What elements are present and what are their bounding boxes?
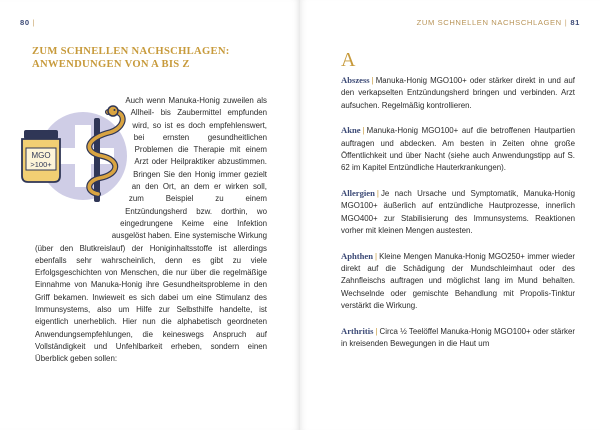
- head-separator: |: [32, 18, 36, 27]
- entry-text: Manuka-Honig MGO100+ oder stärker direkt in und auf den verkapselten Entzündungsherd bringen und verbinden. Arzt aufsuchen. Regelmäßig kontrollieren.: [341, 76, 575, 110]
- entry-term: Abszess: [341, 75, 370, 85]
- entry-arthritis: [341, 325, 575, 351]
- entry-term: Arthritis: [341, 325, 374, 336]
- intro-text: Auch wenn Manuka-Honig zuweilen als Allheil- bis Zaubermittel empfunden wird, so ist es doch empfehlenswert, bei ernsten gesundheitlichen Problemen die Therapie mit einem Arzt oder Heilpraktiker abzustimmen. Bringen Sie den Honig immer gezielt an den Ort, an dem er wirken soll, zum Beispiel zu einem Entzündungsherd bzw. dorthin, wo eingedrungene Keime eine Infektion ausgelöst haben. Eine systemische Wirkung (über den Blutkreislauf) der Honiginhaltsstoffe ist allerdings ebenfalls sehr wahrscheinlich, denn es gibt zu viele Erfolgsgeschichten von Menschen, die nur über die regelmäßige Einnahme von Manuka-Honig ihre Gesundheitsprobleme in den Griff bekamen. Inwieweit es sich dabei um eine Stimulanz des Immunsystems, also um Hilfe zur Selbsthilfe handelte, ist eigentlich unerheblich. Hier nun die alphabetisch geordneten Anwendungsempfehlungen, die keineswegs Anspruch auf Vollständigkeit und Unfehlbarkeit erheben, sondern einen Überblick geben sollen:: [35, 96, 267, 364]
- entry-list: [341, 74, 575, 363]
- term-separator: |: [376, 189, 379, 199]
- entry-akne: [341, 124, 575, 174]
- head-separator: |: [564, 18, 568, 27]
- term-separator: |: [371, 76, 374, 85]
- entry-text: Je nach Ursache und Symptomatik, Manuka-Honig MGO100+ äußerlich auf entzündliche Hautprozesse, innerlich MGO400+ zur Stabilisierung des Immunsystems. Reaktionen vorher mit kleinen Mengen austesten.: [341, 189, 575, 235]
- page-title: ZUM SCHNELLEN NACHSCHLAGEN: ANWENDUNGEN VON A BIS Z: [32, 46, 230, 70]
- right-page-number: 81: [570, 18, 580, 27]
- entry-aphthen: [341, 250, 575, 312]
- entry-text: Kleine Mengen Manuka-Honig MGO250+ immer wieder direkt auf die Schädigung der Mundschleimhaut oder des Zahnfleischs auftragen und möglichst lang im Mund behalten. Wechselnde oder gemischte Behandlung mit Propolis-Tinktur verstärkt die Wirkung.: [341, 251, 575, 310]
- entry-allergien: [341, 187, 575, 237]
- entry-term: Akne: [341, 125, 361, 136]
- entry-text: Circa ½ Teelöffel Manuka-Honig MGO100+ oder stärker in kreisenden Bewegungen in die Haut um: [341, 326, 575, 349]
- left-page-number: 80: [20, 18, 30, 27]
- term-separator: |: [375, 326, 378, 336]
- entry-text: Manuka-Honig MGO100+ auf die betroffenen Hautpartien auftragen und abdecken. Am besten in Zeiten ohne große Öffentlichkeit und über Nacht (siehe auch Anwendungstipp auf S. 62 im Kapitel Entzündliche Hauterkrankungen).: [341, 126, 575, 173]
- entry-abszess: [341, 74, 575, 112]
- section-letter: A: [341, 49, 356, 71]
- term-separator: |: [375, 251, 378, 261]
- entry-term: Allergien: [341, 188, 375, 199]
- left-running-head: [20, 18, 38, 27]
- intro-paragraph: [35, 95, 267, 366]
- jar-label-line-2: >100+: [30, 160, 52, 169]
- running-title: ZUM SCHNELLEN NACHSCHLAGEN: [416, 18, 562, 27]
- jar-label-line-1: MGO: [31, 151, 51, 160]
- right-running-head: [417, 18, 580, 27]
- entry-term: Aphthen: [341, 250, 373, 261]
- term-separator: |: [362, 126, 365, 136]
